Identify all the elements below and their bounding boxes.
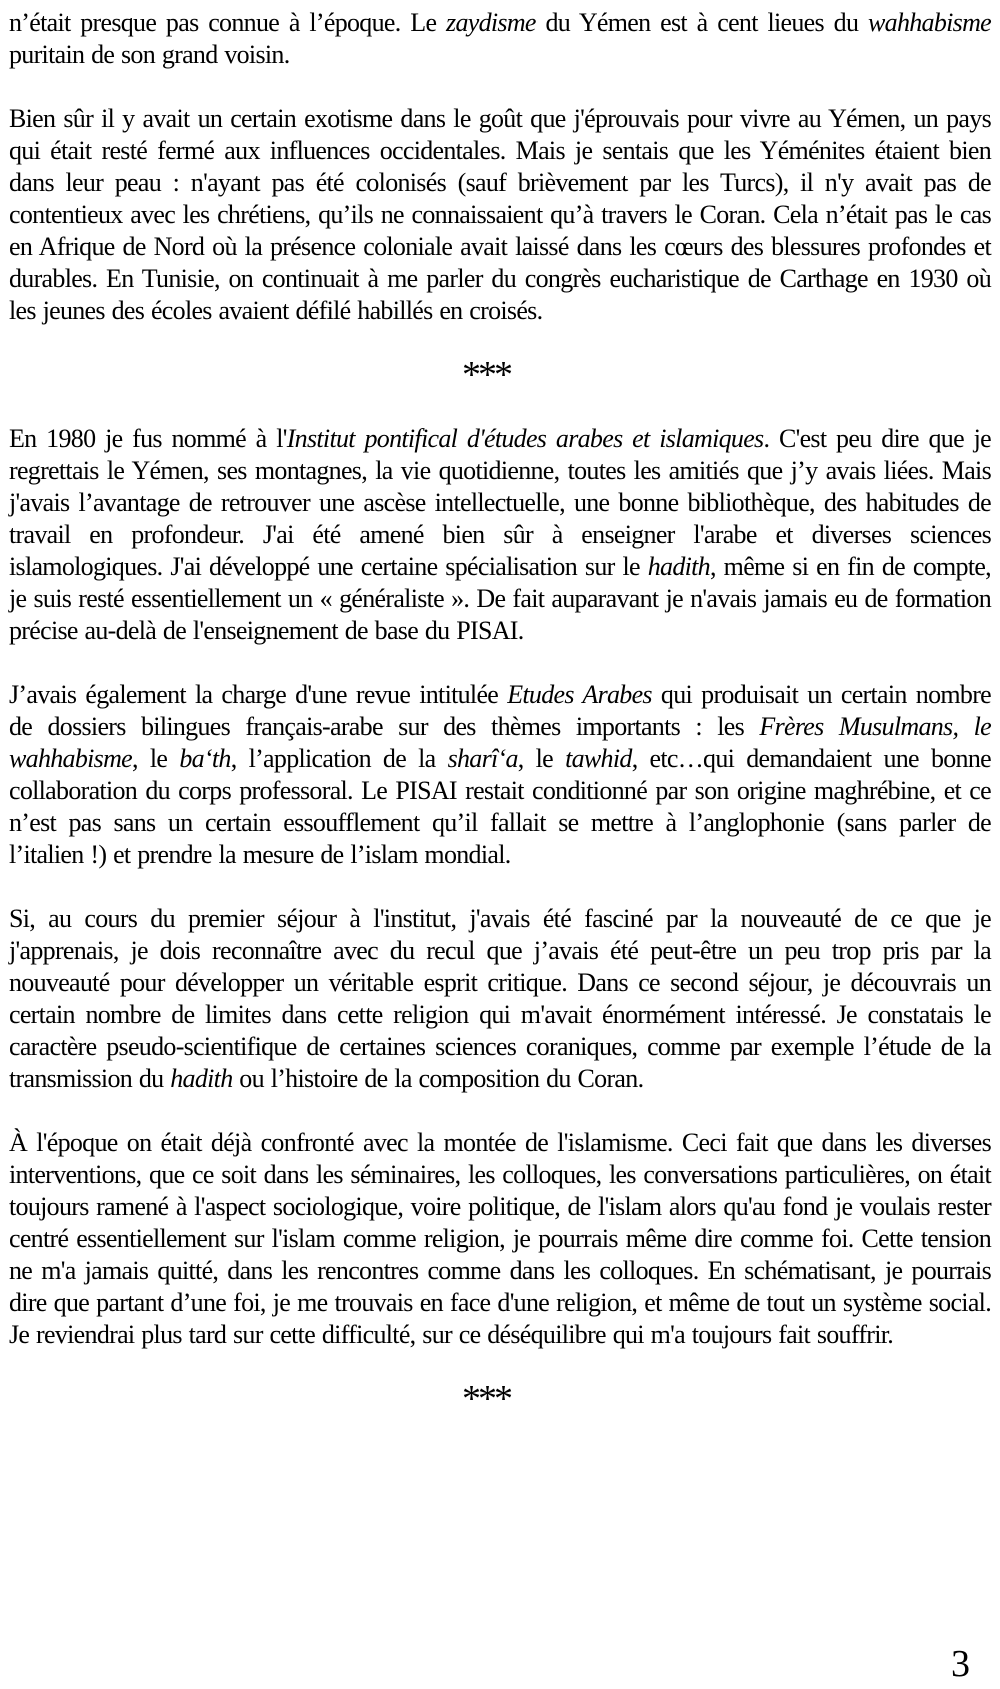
text-run: , même si en fin de compte, je suis resté essentiellement un « généraliste ». De fait auparavant je n'avais jamais eu de formation précise au-delà de l'enseignement de base du PISAI. xyxy=(9,552,991,645)
text-run: n’était presque pas connue à l’époque. Le xyxy=(9,8,447,37)
italic-text-run: Institut pontifical d'études arabes et islamiques xyxy=(286,424,764,453)
text-run: ou l’histoire de la composition du Coran. xyxy=(232,1064,644,1093)
document-text-block xyxy=(9,7,991,1447)
italic-text-run: hadith xyxy=(647,552,710,581)
text-run: Bien sûr il y avait un certain exotisme dans le goût que j'éprouvais pour vivre au Yémen, un pays qui était resté fermé aux influences occidentales. Mais je sentais que les Yéménites étaient bien dans leur peau : n'ayant pas été colonisés (sauf brièvement par les Turcs), il n'y avait pas de contentieux avec les chrétiens, qu’ils ne connaissaient qu’à travers le Coran. Cela n’était pas le cas en Afrique de Nord où la présence coloniale avait laissé dans les cœurs des blessures profondes et durables. En Tunisie, on continuait à me parler du congrès eucharistique de Carthage en 1930 où les jeunes des écoles avaient défilé habillés en croisés. xyxy=(9,104,991,325)
text-run: , l’application de la xyxy=(230,744,448,773)
italic-text-run: sharî‘a xyxy=(447,744,518,773)
paragraph xyxy=(9,679,991,871)
italic-text-run: hadith xyxy=(170,1064,233,1093)
text-run: , le xyxy=(517,744,566,773)
italic-text-run: Etudes Arabes xyxy=(507,680,652,709)
paragraph xyxy=(9,1127,991,1351)
italic-text-run: ba‘th xyxy=(179,744,231,773)
text-run: Si, au cours du premier séjour à l'institut, j'avais été fasciné par la nouveauté de ce que je j'apprenais, je dois reconnaître avec du recul que j’avais été peut-être un peu trop pris par la nouveauté pour développer un véritable esprit critique. Dans ce second séjour, je découvrais un certain nombre de limites dans cette religion qui m'avait énormément intéressé. Je constatais le caractère pseudo-scientifique de certaines sciences coraniques, comme par exemple l’étude de la transmission du xyxy=(9,904,991,1093)
paragraph xyxy=(9,903,991,1095)
italic-text-run: zaydisme xyxy=(446,8,536,37)
italic-text-run: tawhid xyxy=(565,744,632,773)
page-number: 3 xyxy=(951,1643,970,1685)
text-run: , le xyxy=(132,744,180,773)
paragraph xyxy=(9,7,991,71)
text-run: J’avais également la charge d'une revue intitulée xyxy=(9,680,508,709)
text-run: En 1980 je fus nommé à l' xyxy=(9,424,287,453)
paragraph xyxy=(9,103,991,327)
section-separator: *** xyxy=(462,1378,510,1420)
text-run: , etc…qui demandaient une bonne collaboration du corps professoral. Le PISAI restait conditionné par son origine maghrébine, et ce n’est pas sans un certain essoufflement qu’il fallait se mettre à l’anglophonie (sans parler de l’italien !) et prendre la mesure de l’islam mondial. xyxy=(9,744,991,869)
section-separator: *** xyxy=(462,354,510,396)
paragraph xyxy=(9,423,991,647)
italic-text-run: wahhabisme xyxy=(868,8,992,37)
italic-text-run: Frères Musulmans, le wahhabisme xyxy=(9,712,991,773)
text-run: puritain de son grand voisin. xyxy=(9,40,290,69)
text-run: À l'époque on était déjà confronté avec la montée de l'islamisme. Ceci fait que dans les diverses interventions, que ce soit dans les séminaires, les colloques, les conversations particulières, on était toujours ramené à l'aspect sociologique, voire politique, de l'islam alors qu'au fond je voulais rester centré essentiellement sur l'islam comme religion, je pourrais même dire comme foi. Cette tension ne m'a jamais quitté, dans les rencontres comme dans les colloques. En schématisant, je pourrais dire que partant d’une foi, je me trouvais en face d'une religion, et même de tout un système social. Je reviendrai plus tard sur cette difficulté, sur ce déséquilibre qui m'a toujours fait souffrir. xyxy=(9,1128,991,1349)
text-run: du Yémen est à cent lieues du xyxy=(535,8,868,37)
text-run: qui produisait un certain nombre de dossiers bilingues français-arabe sur des thèmes importants : les xyxy=(9,680,992,741)
text-run: . C'est peu dire que je regrettais le Yémen, ses montagnes, la vie quotidienne, toutes les amitiés que j’y avais liées. Mais j'avais l’avantage de retrouver une ascèse intellectuelle, une bonne bibliothèque, des habitudes de travail en profondeur. J'ai été amené bien sûr à enseigner l'arabe et diverses sciences islamologiques. J'ai développé une certaine spécialisation sur le xyxy=(9,424,992,581)
